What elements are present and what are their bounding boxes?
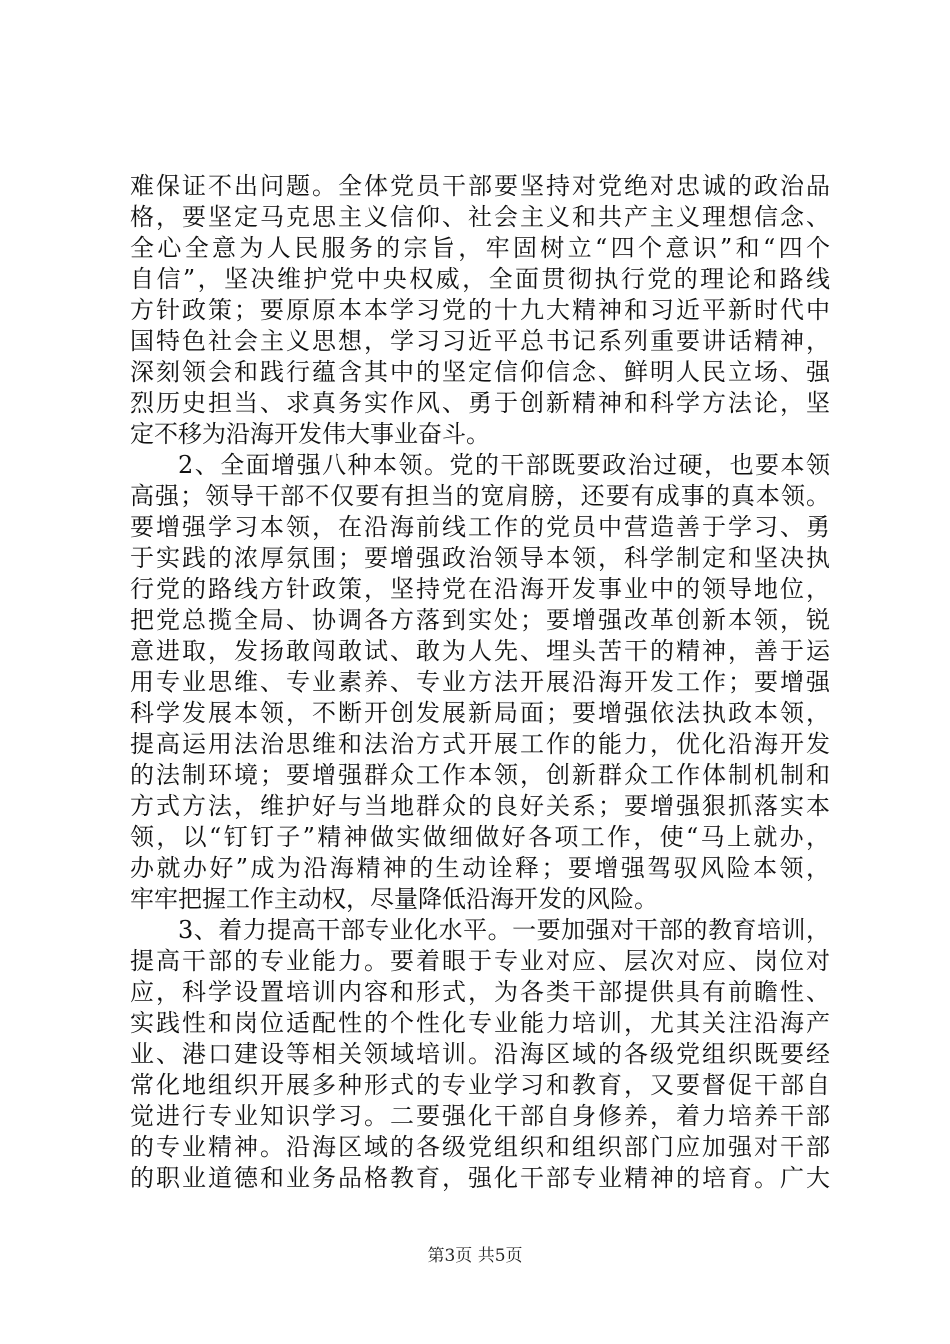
text-line: 常化地组织开展多种形式的专业学习和教育，又要督促干部自 (130, 1071, 830, 1099)
text-line: 的职业道德和业务品格教育，强化干部专业精神的培育。广大 (130, 1164, 830, 1192)
text-line: 应，科学设置培训内容和形式，为各类干部提供具有前瞻性、 (130, 978, 830, 1006)
text-line: 烈历史担当、求真务实作风、勇于创新精神和科学方法论，坚 (130, 389, 830, 417)
text-line: 业、港口建设等相关领域培训。沿海区域的各级党组织既要经 (130, 1040, 830, 1068)
text-line: 国特色社会主义思想，学习习近平总书记系列重要讲话精神， (130, 327, 830, 355)
page-number-footer: 第3页 共5页 (427, 1246, 523, 1266)
text-line: 方针政策；要原原本本学习党的十九大精神和习近平新时代中 (130, 296, 830, 324)
text-line: 的法制环境；要增强群众工作本领，创新群众工作体制机制和 (130, 761, 830, 789)
text-line: 要增强学习本领，在沿海前线工作的党员中营造善于学习、勇 (130, 513, 830, 541)
text-line: 高强；领导干部不仅要有担当的宽肩膀，还要有成事的真本领。 (130, 482, 830, 510)
text-line: 把党总揽全局、协调各方落到实处；要增强改革创新本领，锐 (130, 606, 830, 634)
text-line: 于实践的浓厚氛围；要增强政治领导本领，科学制定和坚决执 (130, 544, 830, 572)
paragraph-2-first-line: 2、全面增强八种本领。党的干部既要政治过硬，也要本领 (178, 451, 830, 479)
text-line: 用专业思维、专业素养、专业方法开展沿海开发工作；要增强 (130, 668, 830, 696)
text-line: 觉进行专业知识学习。二要强化干部自身修养，着力培养干部 (130, 1102, 830, 1130)
text-line: 实践性和岗位适配性的个性化专业能力培训，尤其关注沿海产 (130, 1009, 830, 1037)
text-line: 难保证不出问题。全体党员干部要坚持对党绝对忠诚的政治品 (130, 172, 830, 200)
text-line: 意进取，发扬敢闯敢试、敢为人先、埋头苦干的精神，善于运 (130, 637, 830, 665)
text-line: 牢牢把握工作主动权，尽量降低沿海开发的风险。 (130, 885, 658, 913)
text-line: 格，要坚定马克思主义信仰、社会主义和共产主义理想信念、 (130, 203, 830, 231)
text-line: 定不移为沿海开发伟大事业奋斗。 (130, 420, 490, 448)
text-line: 行党的路线方针政策，坚持党在沿海开发事业中的领导地位， (130, 575, 830, 603)
text-line: 全心全意为人民服务的宗旨，牢固树立“四个意识”和“四个 (130, 234, 830, 262)
text-line: 深刻领会和践行蕴含其中的坚定信仰信念、鲜明人民立场、强 (130, 358, 830, 386)
body-text (130, 171, 830, 1194)
text-line: 方式方法，维护好与当地群众的良好关系；要增强狠抓落实本 (130, 792, 830, 820)
text-line: 的专业精神。沿海区域的各级党组织和组织部门应加强对干部 (130, 1133, 830, 1161)
text-line: 自信”，坚决维护党中央权威，全面贯彻执行党的理论和路线 (130, 265, 830, 293)
text-line: 科学发展本领，不断开创发展新局面；要增强依法执政本领， (130, 699, 830, 727)
text-line: 提高干部的专业能力。要着眼于专业对应、层次对应、岗位对 (130, 947, 830, 975)
paragraph-3-first-line: 3、着力提高干部专业化水平。一要加强对干部的教育培训， (178, 916, 830, 944)
text-line: 领，以“钉钉子”精神做实做细做好各项工作，使“马上就办， (130, 823, 830, 851)
text-line: 提高运用法治思维和法治方式开展工作的能力，优化沿海开发 (130, 730, 830, 758)
text-line: 办就办好”成为沿海精神的生动诠释；要增强驾驭风险本领， (130, 854, 830, 882)
